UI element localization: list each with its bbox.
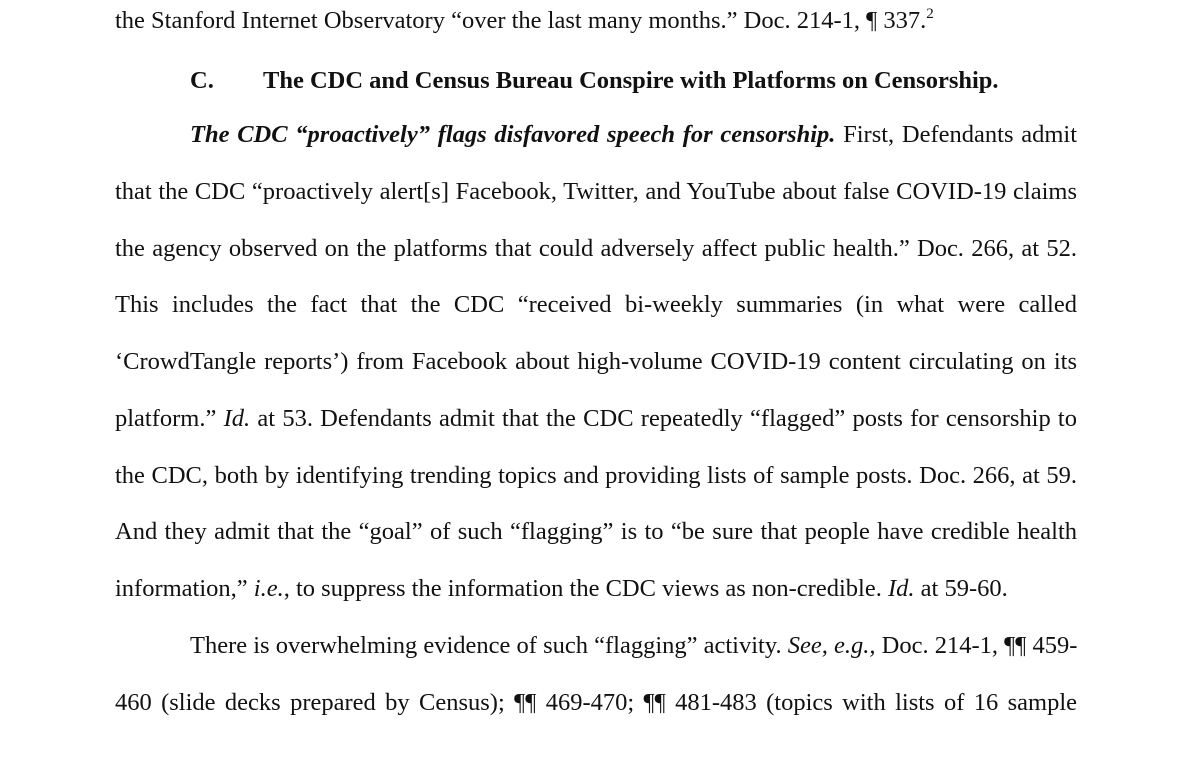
footnote-ref-2: 2 [926,6,934,22]
line-12-text: 460 (slide decks prepared by Census); ¶¶ 469-470; ¶¶ 481-483 (topics with lists of 16 sample [115,689,1077,716]
line-10-text-b: , to suppress the information the CDC views as non-credible. [283,575,888,602]
line-10-text-a: information,” [115,575,254,602]
paragraph-lead-in: The CDC “proactively” flags disfavored speech for censorship. [190,121,836,148]
section-title: The CDC and Census Bureau Conspire with Platforms on Censorship. [263,67,999,94]
text-line-10 [115,574,1077,604]
line-11-text-b: Doc. 214-1, ¶¶ 459- [875,632,1078,659]
line-3-text: that the CDC “proactively alert[s] Facebook, Twitter, and YouTube about false COVID-19 claims [115,178,1077,205]
line-4-text: the agency observed on the platforms that could adversely affect public health.” Doc. 266, at 52. [115,235,1077,262]
see-eg-signal: See, e.g., [787,632,876,659]
line-9-text: And they admit that the “goal” of such “flagging” is to “be sure that people have credible health [115,518,1077,545]
line-11-text-a: There is overwhelming evidence of such “flagging” activity. [190,632,788,659]
text-line-8 [115,461,1077,491]
line-7-text-a: platform.” [115,405,224,432]
line-7-text-b: at 53. Defendants admit that the CDC repeatedly “flagged” posts for censorship to [250,405,1077,432]
text-line-6 [115,347,1077,377]
text-line-7 [115,404,1077,434]
line-10-text-c: at 59-60. [914,575,1008,602]
line-1-text: the Stanford Internet Observatory “over the last many months.” Doc. 214-1, ¶ 337. [115,7,927,34]
text-line-3 [115,177,1077,207]
text-line-9 [115,517,1077,547]
text-line-11 [190,631,1077,661]
text-line-4 [115,234,1077,264]
section-letter: C. [190,67,214,94]
text-line-12 [115,688,1077,718]
id-citation: Id. [887,575,915,602]
text-line-2 [190,120,1077,150]
line-5-text: This includes the fact that the CDC “received bi-weekly summaries (in what were called [115,291,1077,318]
section-heading-c [190,66,1090,96]
line-2-text: First, Defendants admit [835,121,1077,148]
line-8-text: the CDC, both by identifying trending topics and providing lists of sample posts. Doc. 266, at 59. [115,462,1077,489]
line-6-text: ‘CrowdTangle reports’) from Facebook about high-volume COVID-19 content circulating on its [115,348,1077,375]
ie-abbreviation: i.e. [253,575,284,602]
id-citation: Id. [223,405,251,432]
text-line-5 [115,290,1077,320]
text-line-1 [115,6,1077,36]
